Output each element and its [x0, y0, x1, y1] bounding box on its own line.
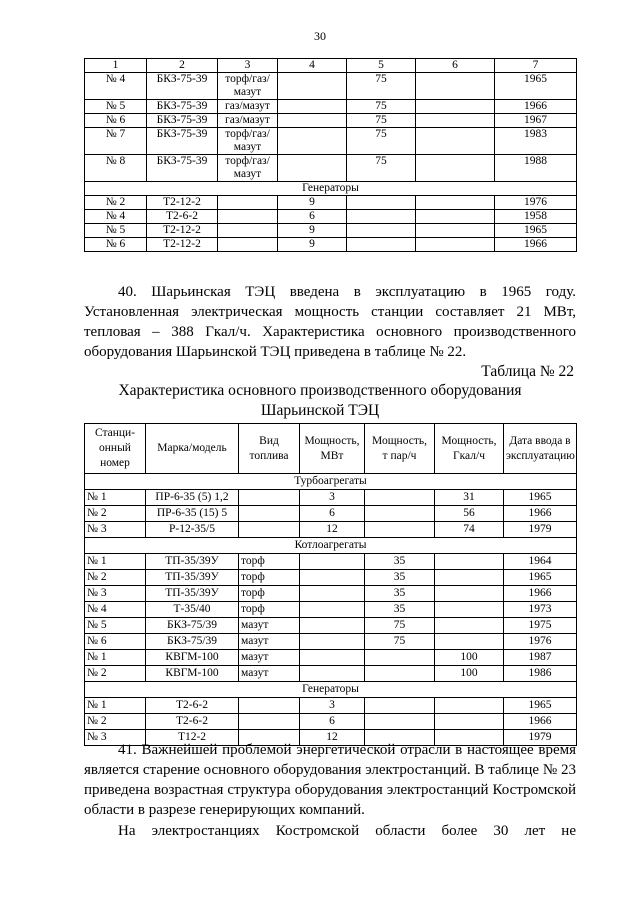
table-cell: торф/газ/ мазут [218, 73, 278, 100]
table-cell: 1979 [504, 522, 577, 538]
table-cell [435, 586, 504, 602]
table-cell: 75 [365, 634, 435, 650]
table-22-header-cell: Мощность, МВт [300, 424, 365, 474]
table-22-number: Таблица № 22 [481, 363, 574, 380]
table-cell: 12 [300, 522, 365, 538]
table-cell: 4 [278, 59, 347, 73]
table-cell [300, 634, 365, 650]
table-cell [239, 490, 300, 506]
table-cell: 1966 [504, 586, 577, 602]
table-cell: Т-35/40 [146, 602, 239, 618]
table-cell: № 6 [85, 114, 147, 128]
table-cell: № 2 [85, 570, 146, 586]
table-cell: газ/мазут [218, 114, 278, 128]
table-22-header-row [85, 424, 577, 474]
table-cell: 6 [300, 714, 365, 730]
table-cell: № 1 [85, 650, 146, 666]
equipment-table-continued [84, 58, 577, 252]
table-row [85, 634, 577, 650]
table-cell: 1965 [495, 73, 577, 100]
table-cell: БКЗ-75/39 [146, 634, 239, 650]
table-cell: № 5 [85, 224, 147, 238]
table-cell [300, 618, 365, 634]
table-cell: 75 [347, 100, 416, 114]
table-cell [416, 73, 495, 100]
table-22-header-cell: Вид топлива [239, 424, 300, 474]
table-cell: БКЗ-75/39 [146, 618, 239, 634]
table-cell: 35 [365, 602, 435, 618]
table-row [85, 586, 577, 602]
table-cell: 100 [435, 666, 504, 682]
section-row-turbines [85, 474, 577, 490]
table-cell [300, 586, 365, 602]
table-cell: 1975 [504, 618, 577, 634]
table-cell: 1986 [504, 666, 577, 682]
table-cell: 74 [435, 522, 504, 538]
table-cell: 100 [435, 650, 504, 666]
table-row [85, 114, 577, 128]
table-22-title-line1: Характеристика основного производственного оборудования [118, 382, 522, 399]
table-cell: № 4 [85, 602, 146, 618]
table-cell [416, 100, 495, 114]
table-cell: № 1 [85, 490, 146, 506]
table-cell: № 2 [85, 506, 146, 522]
table-cell: Т2-6-2 [146, 698, 239, 714]
paragraph-continuation-text: На электростанциях Костромской области более 30 лет не [118, 823, 576, 839]
table-row [85, 714, 577, 730]
table-cell: 1 [85, 59, 147, 73]
table-cell [435, 602, 504, 618]
table-cell: БКЗ-75-39 [147, 128, 218, 155]
table-cell [435, 554, 504, 570]
table-row [85, 238, 577, 252]
table-cell: № 3 [85, 730, 146, 746]
section-row-generators [85, 182, 577, 196]
table-row [85, 224, 577, 238]
table-cell [416, 128, 495, 155]
table-cell: 56 [435, 506, 504, 522]
table-cell: 12 [300, 730, 365, 746]
table-cell: 31 [435, 490, 504, 506]
table-row [85, 618, 577, 634]
table-cell: 75 [347, 73, 416, 100]
table-cell [435, 570, 504, 586]
table-cell [218, 238, 278, 252]
table-cell: 1964 [504, 554, 577, 570]
table-row [85, 210, 577, 224]
table-cell: торф [239, 586, 300, 602]
table-cell: 1976 [504, 634, 577, 650]
table-cell: № 5 [85, 618, 146, 634]
table-cell: 9 [278, 238, 347, 252]
table-row [85, 100, 577, 114]
table-cell: БКЗ-75-39 [147, 73, 218, 100]
table-cell [300, 666, 365, 682]
table-cell [239, 522, 300, 538]
table-cell: КВГМ-100 [146, 650, 239, 666]
table-cell [416, 210, 495, 224]
table-cell: торф [239, 554, 300, 570]
table-cell: 75 [347, 155, 416, 182]
table-22-header-cell: Дата ввода в эксплуатацию [504, 424, 577, 474]
table-cell [365, 650, 435, 666]
section-label: Турбоагрегаты [85, 474, 577, 490]
table-cell: 3 [300, 698, 365, 714]
table-cell: № 4 [85, 210, 147, 224]
table-cell: КВГМ-100 [146, 666, 239, 682]
table-22-title-line2: Шарьинской ТЭЦ [260, 402, 380, 419]
table-cell: 1965 [504, 698, 577, 714]
paragraph-continuation [84, 821, 576, 841]
table-cell: Р-12-35/5 [146, 522, 239, 538]
table-cell [300, 602, 365, 618]
table-cell: № 3 [85, 522, 146, 538]
table-cell [218, 210, 278, 224]
table-22 [84, 423, 577, 746]
table-cell: № 8 [85, 155, 147, 182]
table-cell [300, 554, 365, 570]
table-cell: Т2-6-2 [147, 210, 218, 224]
table-cell: 35 [365, 554, 435, 570]
table-22-header-cell: Мощность, т пар/ч [365, 424, 435, 474]
table-row [85, 602, 577, 618]
section-row-boilers [85, 538, 577, 554]
table-cell: 6 [300, 506, 365, 522]
table-cell: 75 [347, 128, 416, 155]
table-22-header-cell: Станци- онный номер [85, 424, 146, 474]
table-cell: 9 [278, 224, 347, 238]
table-cell: № 1 [85, 554, 146, 570]
table-header-row [85, 59, 577, 73]
table-cell: 6 [416, 59, 495, 73]
table-cell: БКЗ-75-39 [147, 100, 218, 114]
table-cell [365, 522, 435, 538]
table-cell [278, 73, 347, 100]
table-row [85, 196, 577, 210]
table-cell: 1987 [504, 650, 577, 666]
table-cell: 1965 [495, 224, 577, 238]
table-cell: 1965 [504, 490, 577, 506]
table-row [85, 506, 577, 522]
table-cell: 5 [347, 59, 416, 73]
table-cell: № 6 [85, 238, 147, 252]
table-cell [416, 114, 495, 128]
table-cell [416, 155, 495, 182]
table-cell: № 1 [85, 698, 146, 714]
table-cell: 1966 [495, 100, 577, 114]
table-cell [416, 196, 495, 210]
table-cell [278, 155, 347, 182]
table-cell [416, 238, 495, 252]
table-cell: 75 [347, 114, 416, 128]
table-cell: мазут [239, 666, 300, 682]
table-cell: Т12-2 [146, 730, 239, 746]
table-cell: торф/газ/ мазут [218, 128, 278, 155]
table-row [85, 666, 577, 682]
table-cell: 3 [218, 59, 278, 73]
table-cell: 1976 [495, 196, 577, 210]
table-cell: 1988 [495, 155, 577, 182]
table-cell: ТП-35/39У [146, 570, 239, 586]
table-22-header-cell: Марка/модель [146, 424, 239, 474]
paragraph-41: 41. Важнейшей проблемой энергетической отрасли в настоящее время является старение основного оборудования электростанций. В таблице № 23 приведена возрастная структура оборудования электростанций Костромской области в разрезе генерирующих компаний. [84, 742, 576, 818]
table-row [85, 650, 577, 666]
table-cell: № 7 [85, 128, 147, 155]
section-label: Генераторы [85, 182, 577, 196]
table-cell [435, 714, 504, 730]
table-22-title [0, 381, 640, 421]
table-cell: ПР-6-35 (15) 5 [146, 506, 239, 522]
table-cell [300, 650, 365, 666]
table-cell: 1967 [495, 114, 577, 128]
table-cell: БКЗ-75-39 [147, 114, 218, 128]
table-cell [435, 634, 504, 650]
table-cell [239, 714, 300, 730]
table-row [85, 73, 577, 100]
table-row [85, 128, 577, 155]
table-cell [218, 196, 278, 210]
table-cell: 1966 [504, 714, 577, 730]
table-cell: 9 [278, 196, 347, 210]
table-row [85, 155, 577, 182]
table-cell: 1966 [504, 506, 577, 522]
table-cell [347, 224, 416, 238]
table-cell [347, 196, 416, 210]
table-cell: Т2-12-2 [147, 196, 218, 210]
table-cell [365, 714, 435, 730]
table-cell: Т2-12-2 [147, 238, 218, 252]
table-cell [435, 698, 504, 714]
table-cell [278, 128, 347, 155]
table-cell [435, 618, 504, 634]
table-cell [416, 224, 495, 238]
table-cell [218, 224, 278, 238]
table-cell: ТП-35/39У [146, 586, 239, 602]
table-cell: 35 [365, 570, 435, 586]
table-cell [278, 114, 347, 128]
table-cell: БКЗ-75-39 [147, 155, 218, 182]
table-row [85, 554, 577, 570]
table-cell: 1958 [495, 210, 577, 224]
table-cell: 1966 [495, 238, 577, 252]
table-cell: № 2 [85, 714, 146, 730]
table-row [85, 522, 577, 538]
table-cell: № 4 [85, 73, 147, 100]
table-row [85, 570, 577, 586]
table-cell [239, 698, 300, 714]
table-cell [347, 210, 416, 224]
table-cell: торф/газ/ мазут [218, 155, 278, 182]
table-cell [365, 506, 435, 522]
section-label: Котлоагрегаты [85, 538, 577, 554]
table-cell: № 5 [85, 100, 147, 114]
table-cell: 6 [278, 210, 347, 224]
table-cell [300, 570, 365, 586]
table-cell: ПР-6-35 (5) 1,2 [146, 490, 239, 506]
table-cell: ТП-35/39У [146, 554, 239, 570]
table-cell: 1973 [504, 602, 577, 618]
table-cell [347, 238, 416, 252]
section-label: Генераторы [85, 682, 577, 698]
table-cell: торф [239, 602, 300, 618]
table-row [85, 698, 577, 714]
table-cell: торф [239, 570, 300, 586]
table-cell [365, 490, 435, 506]
table-cell: мазут [239, 634, 300, 650]
table-cell: мазут [239, 650, 300, 666]
table-cell [278, 100, 347, 114]
paragraph-40: 40. Шарьинская ТЭЦ введена в эксплуатацию в 1965 году. Установленная электрическая мощность станции составляет 21 МВт, тепловая – 388 Гкал/ч. Характеристика основного производственного оборудования Шарьинской ТЭЦ приведена в таблице № 22. [84, 284, 576, 360]
table-cell: газ/мазут [218, 100, 278, 114]
table-cell: 2 [147, 59, 218, 73]
table-cell [239, 506, 300, 522]
table-cell: 1965 [504, 570, 577, 586]
table-cell [365, 698, 435, 714]
table-cell: Т2-6-2 [146, 714, 239, 730]
table-cell: 35 [365, 586, 435, 602]
table-cell [365, 666, 435, 682]
table-cell: 3 [300, 490, 365, 506]
table-22-header-cell: Мощность, Гкал/ч [435, 424, 504, 474]
table-row [85, 490, 577, 506]
table-cell: № 6 [85, 634, 146, 650]
table-cell: № 3 [85, 586, 146, 602]
table-cell: мазут [239, 618, 300, 634]
table-cell: 1979 [504, 730, 577, 746]
table-cell: Т2-12-2 [147, 224, 218, 238]
table-cell: 75 [365, 618, 435, 634]
table-cell: 7 [495, 59, 577, 73]
table-cell: № 2 [85, 666, 146, 682]
table-cell: 1983 [495, 128, 577, 155]
page-number: 30 [314, 29, 326, 43]
section-row-generators [85, 682, 577, 698]
table-cell: № 2 [85, 196, 147, 210]
